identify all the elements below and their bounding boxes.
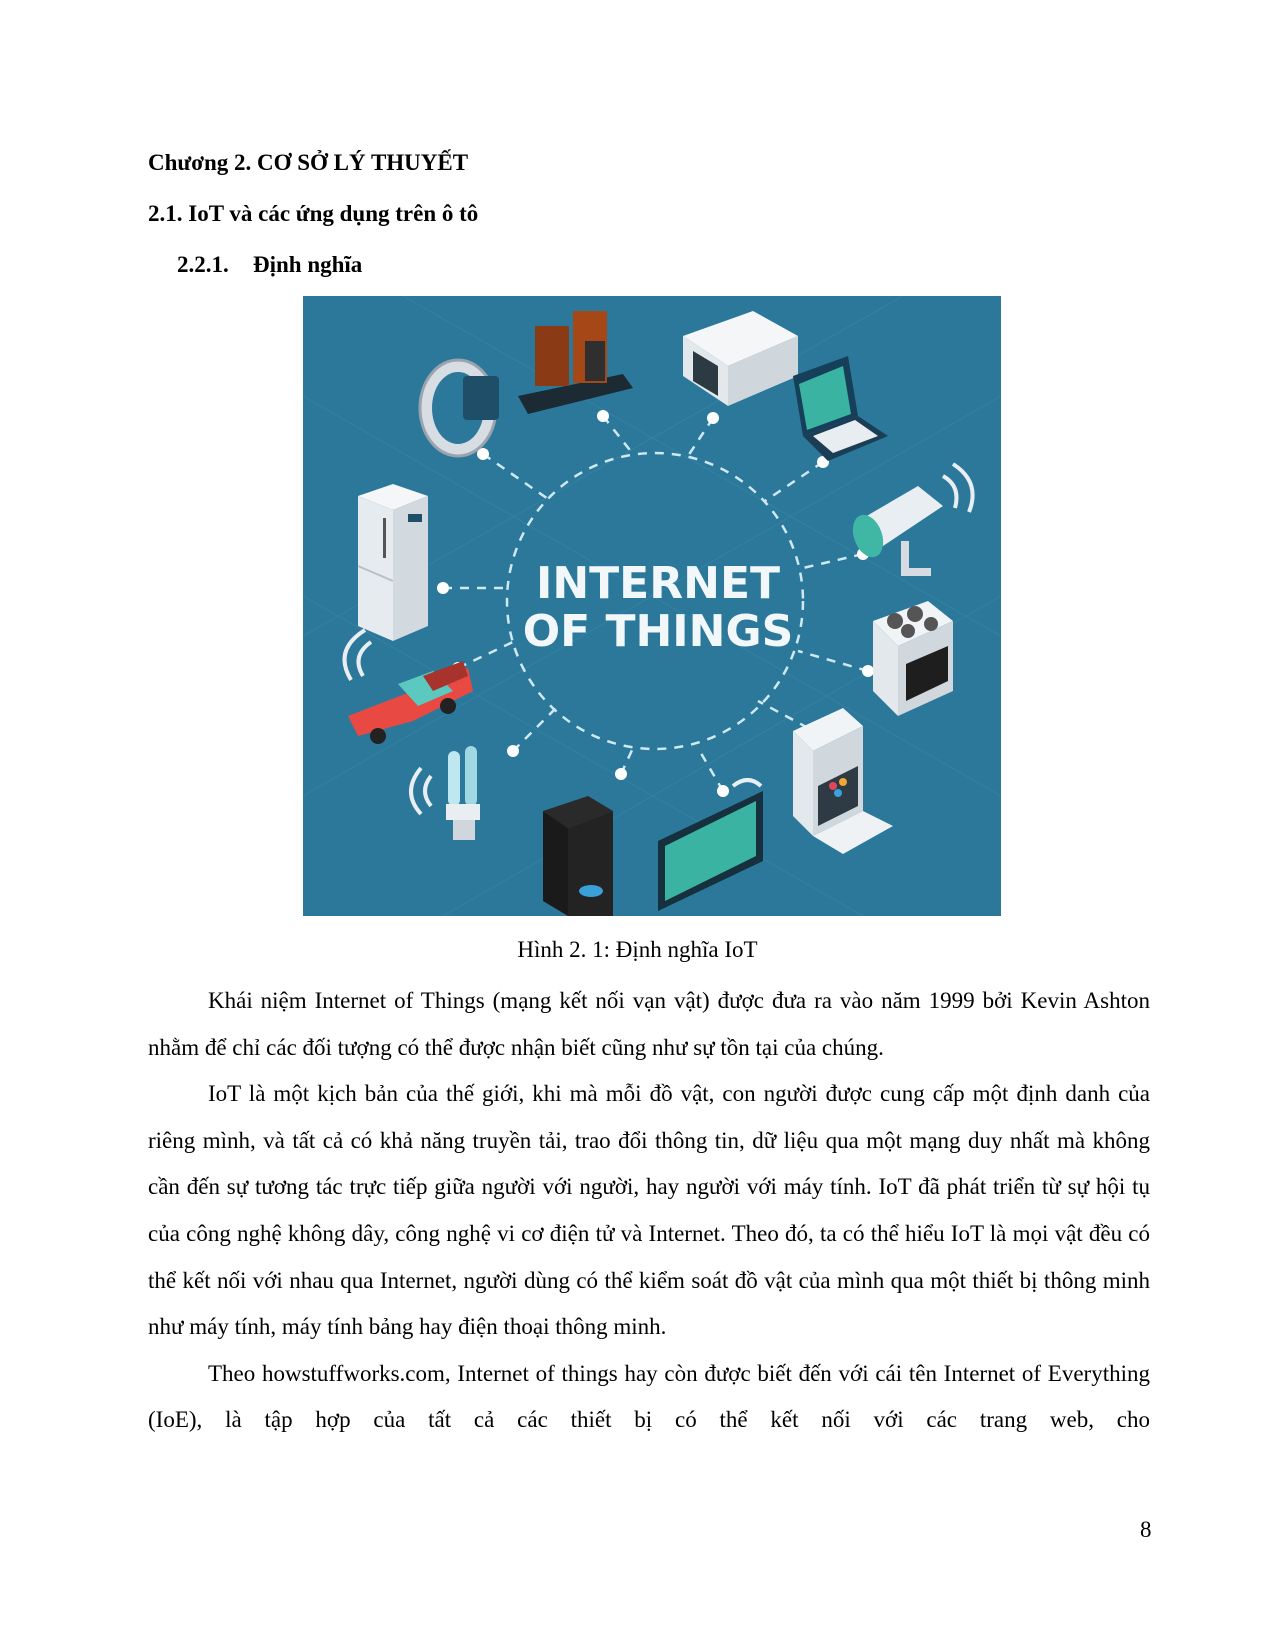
light-bulb-icon [411,746,480,840]
dishwasher-icon [793,708,893,854]
smart-watch-icon [420,360,499,456]
subsection-number: 2.2.1. [177,252,229,277]
iot-illustration [303,296,1001,916]
subsection-heading [177,250,362,280]
figure-title-line1: INTERNET [535,558,781,609]
microwave-icon [683,311,798,406]
speakers-icon [518,311,633,414]
body-text [148,978,1150,1444]
refrigerator-icon [358,484,428,641]
pickup-truck-icon [345,630,473,744]
coffee-maker-icon [543,796,613,916]
paragraph: Khái niệm Internet of Things (mạng kết nối vạn vật) được đưa ra vào năm 1999 bởi Kevin Ashton nhằm để chỉ các đối tượng có thể được nhận biết cũng như sự tồn tại của chúng. [148,988,1150,1060]
subsection-title: Định nghĩa [253,252,363,277]
paragraph: IoT là một kịch bản của thế giới, khi mà mỗi đồ vật, con người được cung cấp một định danh của riêng mình, và tất cả có khả năng truyền tải, trao đổi thông tin, dữ liệu qua một mạng duy nhất mà không cần đến sự tương tác trực tiếp giữa người với người, hay người với máy tính. IoT đã phát triển từ sự hội tụ của công nghệ không dây, công nghệ vi cơ điện tử và Internet. Theo đó, ta có thể hiểu IoT là mọi vật đều có thể kết nối với nhau qua Internet, người dùng có thể kiểm soát đồ vật của mình qua một thiết bị thông minh như máy tính, máy tính bảng hay điện thoại thông minh. [148,1081,1150,1340]
stove-icon [873,601,953,716]
chapter-heading: Chương 2. CƠ SỞ LÝ THUYẾT [148,150,469,175]
figure-caption: Hình 2. 1: Định nghĩa IoT [517,937,758,962]
laptop-icon [793,356,888,461]
figure-title-line2: OF THINGS [522,606,794,657]
tv-icon [658,780,763,911]
page-number: 8 [1140,1517,1152,1542]
section-heading: 2.1. IoT và các ứng dụng trên ô tô [148,201,479,226]
paragraph: Theo howstuffworks.com, Internet of things hay còn được biết đến với cái tên Internet of Everything (IoE), là tập hợp của tất cả các thiết bị có thể kết nối với các trang web, cho [148,1360,1150,1433]
